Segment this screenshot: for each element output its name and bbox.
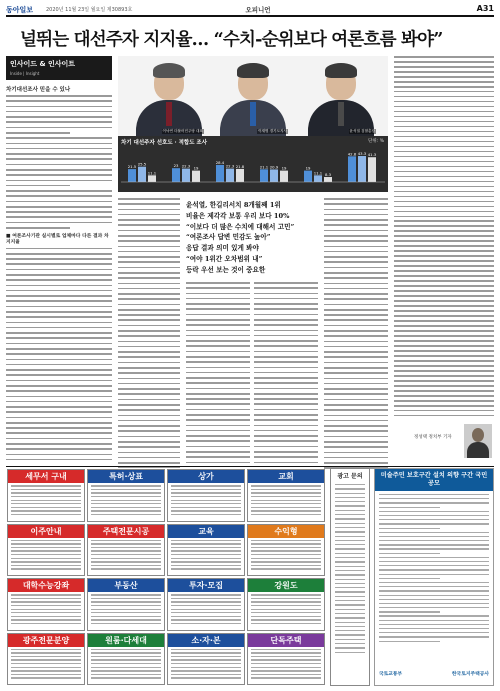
body-column-4: [324, 198, 388, 470]
classified-ad-text: [88, 649, 164, 679]
newspaper-logo[interactable]: 동아일보: [6, 6, 34, 14]
classified-ads: [6, 468, 326, 686]
classified-ad-title: 세무서 구내: [8, 470, 84, 483]
classified-ad-title: 교회: [248, 470, 324, 483]
classified-ad-text: [168, 485, 244, 515]
classified-ad[interactable]: [87, 469, 165, 522]
classified-ad-text: [88, 485, 164, 515]
classified-ad-text: [168, 594, 244, 624]
classified-ad[interactable]: [247, 578, 325, 631]
chart-data-label: 28.4: [215, 159, 225, 165]
classified-ad[interactable]: [247, 633, 325, 686]
classified-ad-title: 단독주택: [248, 634, 324, 647]
classified-ad[interactable]: [7, 469, 85, 522]
candidate-photo-1: [132, 60, 206, 136]
photo-caption-3: 윤석열 검찰총장: [349, 129, 375, 133]
candidate-photos: [118, 56, 388, 136]
chart-bar: [304, 171, 312, 182]
classified-ad[interactable]: [247, 469, 325, 522]
pull-quote-line: “이보다 더 많은 수치에 대해서 고민”: [186, 222, 295, 231]
classified-ad-text: [88, 594, 164, 624]
author-avatar: [464, 424, 492, 458]
chart-bar: [358, 156, 366, 182]
classified-ad-text: [248, 485, 324, 515]
chart-data-label: 43.3: [357, 151, 367, 157]
classified-ad-text: [248, 540, 324, 570]
chart-data-label: 42.8: [347, 151, 357, 157]
classified-ad-text: [168, 540, 244, 570]
classified-ad-text: [88, 540, 164, 570]
classified-ad[interactable]: [247, 524, 325, 577]
chart-bar: [236, 169, 244, 182]
side-ad[interactable]: [330, 468, 370, 686]
chart-data-label: 21.1: [259, 164, 269, 170]
classified-ad[interactable]: [7, 633, 85, 686]
pull-quote-line: 윤석열, 한길리서치 8개월째 1위: [186, 201, 281, 209]
classified-ad[interactable]: [7, 578, 85, 631]
chart-bar: [192, 171, 200, 182]
chart-data-label: 41.3: [367, 152, 377, 158]
notice-title: 미술주민 보호구간 설치 의향 구간 국민 공모: [375, 469, 493, 491]
chart-bar: [182, 169, 190, 182]
classified-ad-title: 소·자·본: [168, 634, 244, 647]
chart-bar: [172, 168, 180, 182]
poll-chart: [118, 136, 388, 192]
classified-ad-title: 수익형: [248, 525, 324, 538]
classified-ad[interactable]: [167, 578, 245, 631]
classified-ad-title: 광주전문분양: [8, 634, 84, 647]
chart-bar: [138, 167, 146, 182]
pull-quote-line: 응답 결과 의미 있게 봐야: [186, 244, 259, 253]
classified-ad-title: 투자·모집: [168, 579, 244, 592]
chart-bar: [216, 165, 224, 182]
chart-data-label: 20.9: [269, 164, 279, 170]
notice-signature: [379, 665, 489, 681]
chart-data-label: 19: [281, 165, 287, 171]
classified-ad[interactable]: [87, 524, 165, 577]
right-column: [394, 56, 494, 420]
chart-title: 차기 대선주자 선호도 · 적합도 조사: [121, 140, 208, 146]
section-label: 오피니언: [245, 6, 271, 14]
chart-data-label: 19: [305, 165, 311, 171]
left-body-text: [6, 95, 112, 229]
chart-data-label: 22.3: [181, 163, 191, 169]
chart-bar: [270, 169, 278, 182]
chart-bar: [348, 156, 356, 182]
chart-plot: [121, 146, 385, 190]
pull-quote-line: 등락 우선 보는 것이 중요한: [186, 265, 266, 274]
left-subheading: ■ 여론조사기관 실시별로 업체마다 다른 결과 차 지지율: [6, 233, 109, 245]
author-name: 정성택 정치부 기자: [414, 435, 452, 440]
center-text-column: [118, 198, 180, 468]
chart-bar: [324, 177, 332, 182]
pull-quote-line: 비율은 제각각 보통 우리 보다 10%: [186, 211, 290, 220]
column-kicker: 차기대선조사 믿을 수 있나: [6, 87, 71, 93]
column-tag-sub: Inside | Insight: [10, 71, 40, 76]
header-rule: [6, 15, 494, 17]
classified-ad[interactable]: [7, 524, 85, 577]
author-byline: [394, 422, 494, 462]
classified-ad[interactable]: [167, 469, 245, 522]
chart-unit: 단위: %: [368, 139, 384, 144]
chart-bar: [260, 169, 268, 182]
chart-data-label: 8.3: [324, 172, 332, 178]
notice-org-1: 국토교통부: [379, 671, 403, 677]
classified-ad-text: [8, 594, 84, 624]
chart-bar: [148, 175, 156, 182]
chart-bar: [280, 171, 288, 182]
chart-data-label: 21.5: [127, 164, 137, 170]
body-column-2: [186, 282, 250, 466]
notice-body: [375, 491, 493, 648]
side-ad-title: 광고 문의: [337, 473, 363, 480]
classified-ad-text: [8, 540, 84, 570]
classified-ad-title: 주택전문시공: [88, 525, 164, 538]
classified-ad-text: [248, 649, 324, 679]
issue-date: 2020년 11월 23일 월요일 제30893호: [46, 7, 133, 13]
classified-ad[interactable]: [167, 524, 245, 577]
candidate-photo-3: [304, 60, 378, 136]
pull-quote-line: “여론조사 답변 민감도 높아”: [186, 233, 271, 242]
chart-data-label: 25.5: [137, 161, 147, 167]
classified-ad-text: [168, 649, 244, 679]
chart-data-label: 19: [193, 165, 199, 171]
classified-ad-title: 특허·상표: [88, 470, 164, 483]
classified-ad[interactable]: [87, 633, 165, 686]
left-column: [6, 56, 112, 460]
classified-ad-title: 원룸·다세대: [88, 634, 164, 647]
candidate-photo-2: [216, 60, 290, 136]
notice-org-2: 한국토지주택공사: [451, 671, 489, 677]
chart-bar: [368, 157, 376, 182]
classified-ad-text: [8, 649, 84, 679]
chart-bar: [226, 169, 234, 182]
classified-ad[interactable]: [87, 578, 165, 631]
body-column-3: [254, 282, 318, 466]
pull-quote: [186, 200, 318, 276]
classified-ad-text: [8, 485, 84, 515]
classified-ad-title: 부동산: [88, 579, 164, 592]
chart-data-label: 22.3: [225, 163, 235, 169]
pull-quote-line: “여야 1위간 오차범위 내”: [186, 254, 263, 263]
chart-data-label: 21.8: [235, 163, 245, 169]
left-body-text-2: [6, 248, 112, 460]
column-tag: [6, 56, 112, 80]
chart-data-label: 11.1: [147, 170, 157, 176]
classified-ad-title: 강원도: [248, 579, 324, 592]
ad-divider: [6, 466, 494, 467]
classified-ad-title: 대학수능강좌: [8, 579, 84, 592]
classified-ad-title: 상가: [168, 470, 244, 483]
classified-ad-title: 이주안내: [8, 525, 84, 538]
classified-ad[interactable]: [167, 633, 245, 686]
classified-ad-title: 교육: [168, 525, 244, 538]
photo-caption-1: 이낙연 더불어민주당 대표: [162, 129, 203, 133]
page-headline: 널뛰는 대선주자 지지율… “수치-순위보다 여론흐름 봐야”: [20, 30, 443, 50]
chart-bar: [314, 175, 322, 182]
photo-caption-2: 이재명 경기도지사: [258, 129, 287, 133]
chart-data-label: 23: [173, 163, 179, 169]
chart-data-label: 11.1: [313, 170, 323, 176]
column-tag-title: 인사이드 & 인사이트: [10, 60, 76, 68]
classified-ad-text: [248, 594, 324, 624]
chart-bar: [128, 169, 136, 182]
public-notice-ad[interactable]: [374, 468, 494, 686]
page-number: A31: [476, 4, 494, 13]
